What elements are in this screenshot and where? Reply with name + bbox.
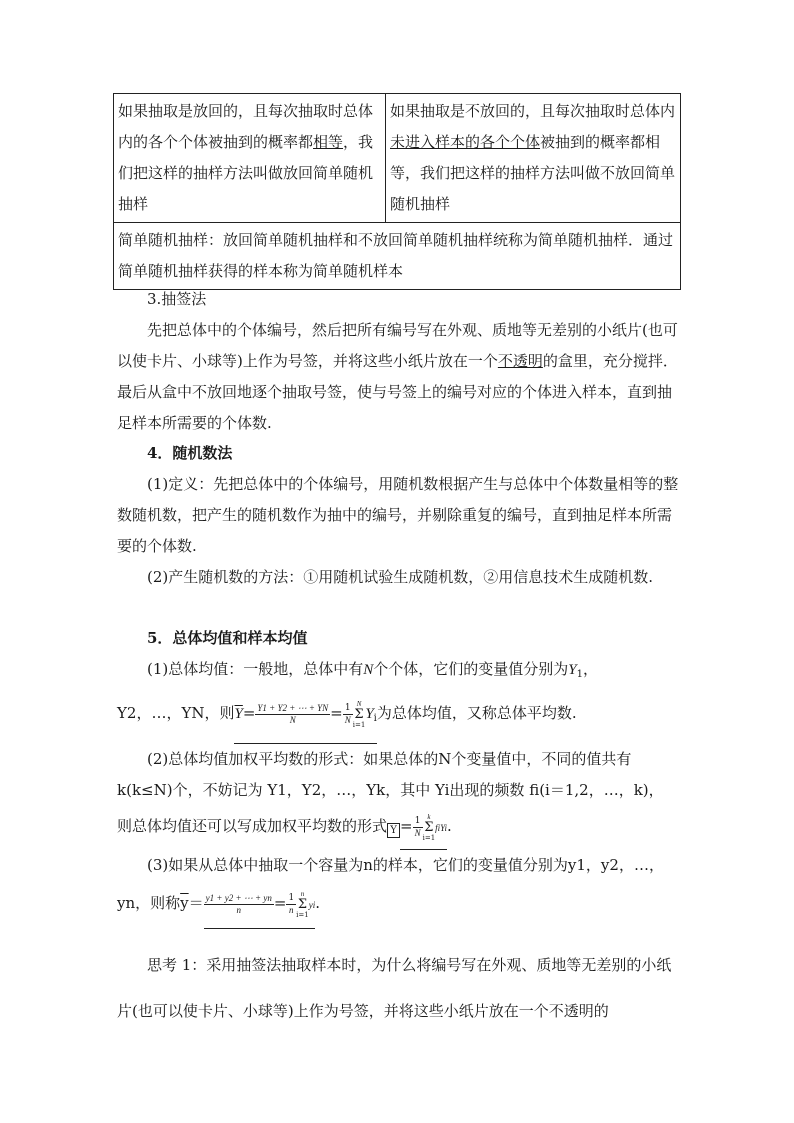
section-5-p2-formula-line: 则总体均值还可以写成加权平均数的形式 Y = $\frac{1}{N}$ k Σ i=1fiYi.: [117, 806, 683, 850]
section-4-definition: (1)定义：先把总体中的个体编号，用随机数根据产生与总体中个体数量相等的整数随机数，把产生的随机数作为抽中的编号，并剔除重复的编号，直到抽足样本所需要的个体数.: [117, 475, 679, 555]
section-5-p1: (1)总体均值：一般地，总体中有N个个体，它们的变量值分别为$Y_1$，: [147, 660, 599, 680]
section-4: [117, 438, 683, 593]
section-3-paragraph: 先把总体中的个体编号，然后把所有编号写在外观、质地等无差别的小纸片(也可以使卡片、小球等)上作为号签，并将这些小纸片放在一个不透明的盒里，充分搅拌．最后从盒中不放回地逐个抽取号签，使与号签上的编号对应的个体进入样本，直到抽足样本所需要的个体数.: [117, 321, 678, 432]
section-3: [117, 284, 683, 439]
section-4-methods: (2)产生随机数的方法：①用随机试验生成随机数，②用信息技术生成随机数.: [147, 568, 654, 586]
placeholder-box-symbol: Y: [387, 823, 400, 838]
section-5: [117, 623, 683, 929]
think-question: 思考 1：采用抽签法抽取样本时，为什么将编号写在外观、质地等无差别的小纸片(也可以使卡片、小球等)上作为号签，并将这些小纸片放在一个不透明的: [117, 956, 672, 1020]
section-4-heading: 4．随机数法: [147, 444, 233, 462]
table-cell-summary: 简单随机抽样：放回简单随机抽样和不放回简单随机抽样统称为简单随机抽样．通过简单随机抽样获得的样本称为简单随机样本: [114, 223, 681, 290]
section-5-p1-formula-line: Y2，…，YN，则$\overline{Y}=$ $\frac{Y1 + Y2 + \cdots + YN}{N}$ = $\frac{1}{N}$ N Σ $i=1Y_i$为总体均值，又称总体平均数.: [117, 690, 683, 744]
section-5-p3: (3)如果从总体中抽取一个容量为n的样本，它们的变量值分别为y1，y2，…，: [147, 856, 664, 874]
table-cell-with-replacement: 如果抽取是放回的，且每次抽取时总体内的各个个体被抽到的概率都相等，我们把这样的抽样方法叫做放回简单随机抽样: [114, 94, 386, 223]
table-cell-without-replacement: 如果抽取是不放回的，且每次抽取时总体内未进入样本的各个个体被抽到的概率都相等，我们把这样的抽样方法叫做不放回简单随机抽样: [386, 94, 681, 223]
formula-weighted-mean: = $\frac{1}{N}$ k Σ i=1fiYi: [400, 806, 447, 850]
formula-sample-mean: $\frac{y1 + y2 + \cdots + yn}{n}$ = $\frac{1}{n}$ n Σ i=1yi: [204, 881, 316, 929]
section-5-p2: (2)总体均值加权平均数的形式：如果总体的N个变量值中，不同的值共有k(k≤N)个，不妨记为 Y1，Y2，…，Yk，其中 Yi出现的频数 fi(i＝1,2，…，k)，: [117, 750, 664, 799]
section-5-p3-formula-line: yn，则称$\overline{y}=$ $\frac{y1 + y2 + \cdots + yn}{n}$ = $\frac{1}{n}$ n Σ i=1yi.: [117, 881, 683, 929]
section-5-heading: 5．总体均值和样本均值: [147, 629, 308, 647]
sampling-comparison-table: [113, 93, 681, 290]
section-3-heading: 3.抽签法: [147, 290, 207, 308]
formula-population-mean: $\overline{Y}=$ $\frac{Y1 + Y2 + \cdots + YN}{N}$ = $\frac{1}{N}$ N Σ $i=1Y_i$: [234, 690, 376, 744]
